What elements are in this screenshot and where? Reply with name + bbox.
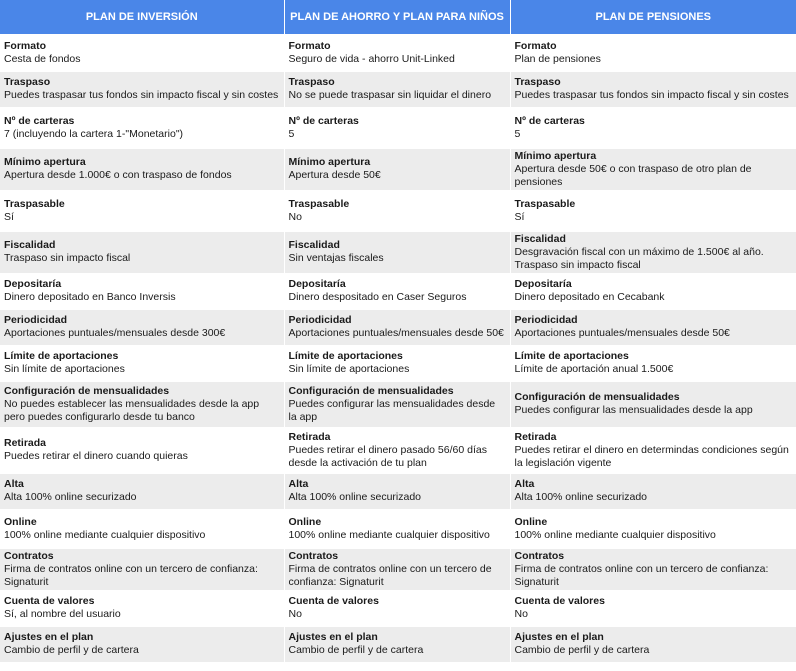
cell-label: Retirada — [514, 430, 557, 443]
table-cell — [510, 190, 796, 231]
column-header-inversion: PLAN DE INVERSIÓN — [0, 0, 284, 35]
cell-label: Configuración de mensualidades — [514, 391, 680, 403]
table-cell — [0, 107, 284, 148]
cell-label: Periodicidad — [514, 314, 578, 326]
cell-value: Sí — [514, 210, 525, 223]
table-cell — [284, 509, 510, 548]
header-row — [0, 0, 796, 35]
table-row — [0, 35, 796, 71]
cell-label: Traspasable — [288, 197, 350, 210]
table-cell — [284, 548, 510, 590]
cell-value: Apertura desde 50€ — [288, 169, 381, 181]
table-cell — [510, 309, 796, 345]
table-cell — [510, 509, 796, 548]
table-cell — [0, 548, 284, 590]
cell-value: Límite de aportación anual 1.500€ — [514, 363, 674, 375]
table-cell — [510, 148, 796, 190]
cell-label: Mínimo apertura — [4, 156, 86, 168]
cell-value: 7 (incluyendo la cartera 1-"Monetario") — [4, 127, 184, 140]
table-cell — [510, 231, 796, 273]
cell-label: Límite de aportaciones — [288, 350, 403, 362]
cell-value: 100% online mediante cualquier dispositivo — [514, 528, 716, 541]
cell-label: Depositaría — [4, 278, 62, 290]
table-cell — [510, 427, 796, 473]
cell-label: Cuenta de valores — [514, 595, 605, 607]
cell-label: Ajustes en el plan — [288, 631, 378, 643]
table-cell — [284, 381, 510, 427]
table-cell — [0, 71, 284, 107]
table-row — [0, 626, 796, 662]
cell-value: Alta 100% online securizado — [514, 491, 648, 503]
cell-label: Fiscalidad — [288, 239, 340, 251]
cell-label: Alta — [288, 478, 309, 490]
table-cell — [510, 590, 796, 626]
cell-value: Traspaso sin impacto fiscal — [4, 252, 131, 264]
cell-value: Dinero depositado en Banco Inversis — [4, 291, 176, 303]
cell-value: Puedes retirar el dinero pasado 56/60 días desde la activación de tu plan — [288, 443, 487, 469]
table-cell — [510, 548, 796, 590]
cell-label: Traspaso — [288, 76, 335, 88]
table-cell — [284, 107, 510, 148]
table-cell — [510, 71, 796, 107]
cell-value: Cambio de perfil y de cartera — [4, 644, 139, 656]
cell-label: Nº de carteras — [288, 114, 359, 127]
cell-value: Sí — [4, 210, 14, 223]
table-cell — [284, 273, 510, 309]
cell-value: Plan de pensiones — [514, 53, 601, 66]
cell-label: Contratos — [514, 549, 565, 562]
cell-value: 5 — [514, 127, 521, 140]
table-cell — [0, 309, 284, 345]
cell-value: No — [288, 608, 302, 620]
table-cell — [510, 273, 796, 309]
table-cell — [0, 626, 284, 662]
cell-value: No puedes establecer las mensualidades desde la app pero puedes configurarlo desde tu banco — [4, 397, 260, 423]
table-cell — [510, 473, 796, 509]
table-cell — [0, 427, 284, 473]
table-cell — [284, 35, 510, 71]
cell-label: Retirada — [288, 430, 331, 443]
table-row — [0, 381, 796, 427]
cell-label: Cuenta de valores — [4, 595, 95, 607]
table-row — [0, 71, 796, 107]
cell-value: Seguro de vida - ahorro Unit-Linked — [288, 53, 455, 66]
table-cell — [0, 231, 284, 273]
table-row — [0, 548, 796, 590]
cell-label: Límite de aportaciones — [4, 350, 119, 362]
cell-label: Depositaría — [288, 278, 346, 290]
cell-label: Online — [4, 515, 37, 528]
column-header-ahorro: PLAN DE AHORRO Y PLAN PARA NIÑOS — [284, 0, 510, 35]
cell-label: Nº de carteras — [4, 114, 75, 127]
cell-value: Cambio de perfil y de cartera — [288, 644, 424, 656]
cell-label: Alta — [4, 478, 24, 490]
cell-label: Ajustes en el plan — [4, 631, 94, 643]
cell-value: No se puede traspasar sin liquidar el dinero — [288, 89, 492, 101]
table-row — [0, 273, 796, 309]
cell-label: Online — [514, 515, 548, 528]
cell-label: Límite de aportaciones — [514, 350, 629, 362]
table-row — [0, 309, 796, 345]
cell-value: Desgravación fiscal con un máximo de 1.500€ al año. Traspaso sin impacto fiscal — [514, 245, 764, 271]
cell-label: Mínimo apertura — [288, 156, 371, 168]
table-cell — [284, 427, 510, 473]
table-cell — [284, 626, 510, 662]
cell-value: Cambio de perfil y de cartera — [514, 644, 650, 656]
cell-label: Periodicidad — [288, 314, 352, 326]
cell-value: No — [288, 210, 302, 223]
cell-label: Depositaría — [514, 278, 572, 290]
cell-label: Online — [288, 515, 322, 528]
table-cell — [0, 148, 284, 190]
table-cell — [510, 345, 796, 381]
cell-label: Contratos — [4, 549, 54, 562]
table-row — [0, 590, 796, 626]
cell-value: Sin límite de aportaciones — [4, 363, 125, 375]
table-cell — [284, 345, 510, 381]
cell-label: Contratos — [288, 549, 339, 562]
table-cell — [284, 231, 510, 273]
cell-value: Apertura desde 1.000€ o con traspaso de fondos — [4, 169, 232, 181]
cell-value: Sin límite de aportaciones — [288, 363, 410, 375]
table-cell — [0, 590, 284, 626]
cell-value: Firma de contratos online con un tercero de confianza: Signaturit — [288, 562, 492, 588]
table-cell — [510, 626, 796, 662]
cell-value: Puedes configurar las mensualidades desde la app — [288, 397, 496, 423]
table-cell — [284, 71, 510, 107]
cell-label: Alta — [514, 478, 535, 490]
cell-value: 100% online mediante cualquier dispositivo — [4, 528, 206, 541]
table-row — [0, 231, 796, 273]
table-cell — [510, 381, 796, 427]
table-cell — [284, 309, 510, 345]
table-cell — [0, 35, 284, 71]
table-row — [0, 427, 796, 473]
cell-label: Traspaso — [514, 76, 561, 88]
table-cell — [284, 148, 510, 190]
cell-label: Formato — [4, 40, 46, 53]
table-row — [0, 509, 796, 548]
table-row — [0, 190, 796, 231]
table-body — [0, 35, 796, 662]
cell-label: Periodicidad — [4, 314, 68, 326]
cell-value: Aportaciones puntuales/mensuales desde 50€ — [288, 327, 504, 339]
cell-value: Cesta de fondos — [4, 53, 81, 66]
table-cell — [0, 381, 284, 427]
table-cell — [0, 345, 284, 381]
cell-label: Cuenta de valores — [288, 595, 379, 607]
cell-label: Fiscalidad — [514, 232, 566, 245]
cell-value: Puedes traspasar tus fondos sin impacto fiscal y sin costes — [4, 89, 279, 101]
cell-value: Alta 100% online securizado — [288, 491, 422, 503]
table-row — [0, 473, 796, 509]
cell-value: Puedes retirar el dinero en determindas condiciones según la legislación vigente — [514, 443, 789, 469]
cell-label: Formato — [288, 40, 331, 53]
table-cell — [0, 509, 284, 548]
cell-label: Nº de carteras — [514, 114, 585, 127]
cell-label: Formato — [514, 40, 557, 53]
cell-label: Mínimo apertura — [514, 149, 597, 162]
cell-value: 5 — [288, 127, 295, 140]
table-row — [0, 345, 796, 381]
cell-label: Traspasable — [514, 197, 576, 210]
cell-value: No — [514, 608, 528, 620]
cell-value: Puedes retirar el dinero cuando quieras — [4, 450, 188, 462]
cell-label: Traspaso — [4, 76, 51, 88]
table-cell — [510, 35, 796, 71]
cell-label: Configuración de mensualidades — [4, 384, 170, 397]
cell-value: Puedes traspasar tus fondos sin impacto fiscal y sin costes — [514, 89, 789, 101]
cell-value: Alta 100% online securizado — [4, 491, 137, 503]
cell-label: Ajustes en el plan — [514, 631, 604, 643]
cell-value: Sin ventajas fiscales — [288, 252, 384, 264]
cell-value: Aportaciones puntuales/mensuales desde 50€ — [514, 327, 730, 339]
table-cell — [0, 190, 284, 231]
cell-value: Apertura desde 50€ o con traspaso de otro plan de pensiones — [514, 162, 752, 188]
cell-value: Aportaciones puntuales/mensuales desde 300€ — [4, 327, 226, 339]
cell-value: Dinero despositado en Caser Seguros — [288, 291, 467, 303]
table-cell — [284, 590, 510, 626]
table-cell — [0, 273, 284, 309]
cell-value: Dinero depositado en Cecabank — [514, 291, 665, 303]
table-cell — [510, 107, 796, 148]
cell-label: Traspasable — [4, 197, 65, 210]
table-cell — [284, 190, 510, 231]
cell-label: Fiscalidad — [4, 239, 56, 251]
table-cell — [284, 473, 510, 509]
cell-value: Puedes configurar las mensualidades desde la app — [514, 404, 753, 416]
table-cell — [0, 473, 284, 509]
cell-value: Firma de contratos online con un tercero de confianza: Signaturit — [4, 562, 258, 588]
table-row — [0, 148, 796, 190]
table-row — [0, 107, 796, 148]
cell-label: Configuración de mensualidades — [288, 384, 454, 397]
cell-value: Sí, al nombre del usuario — [4, 608, 121, 620]
cell-value: 100% online mediante cualquier dispositivo — [288, 528, 490, 541]
column-header-pensiones: PLAN DE PENSIONES — [510, 0, 796, 35]
cell-label: Retirada — [4, 437, 47, 449]
cell-value: Firma de contratos online con un tercero de confianza: Signaturit — [514, 562, 769, 588]
